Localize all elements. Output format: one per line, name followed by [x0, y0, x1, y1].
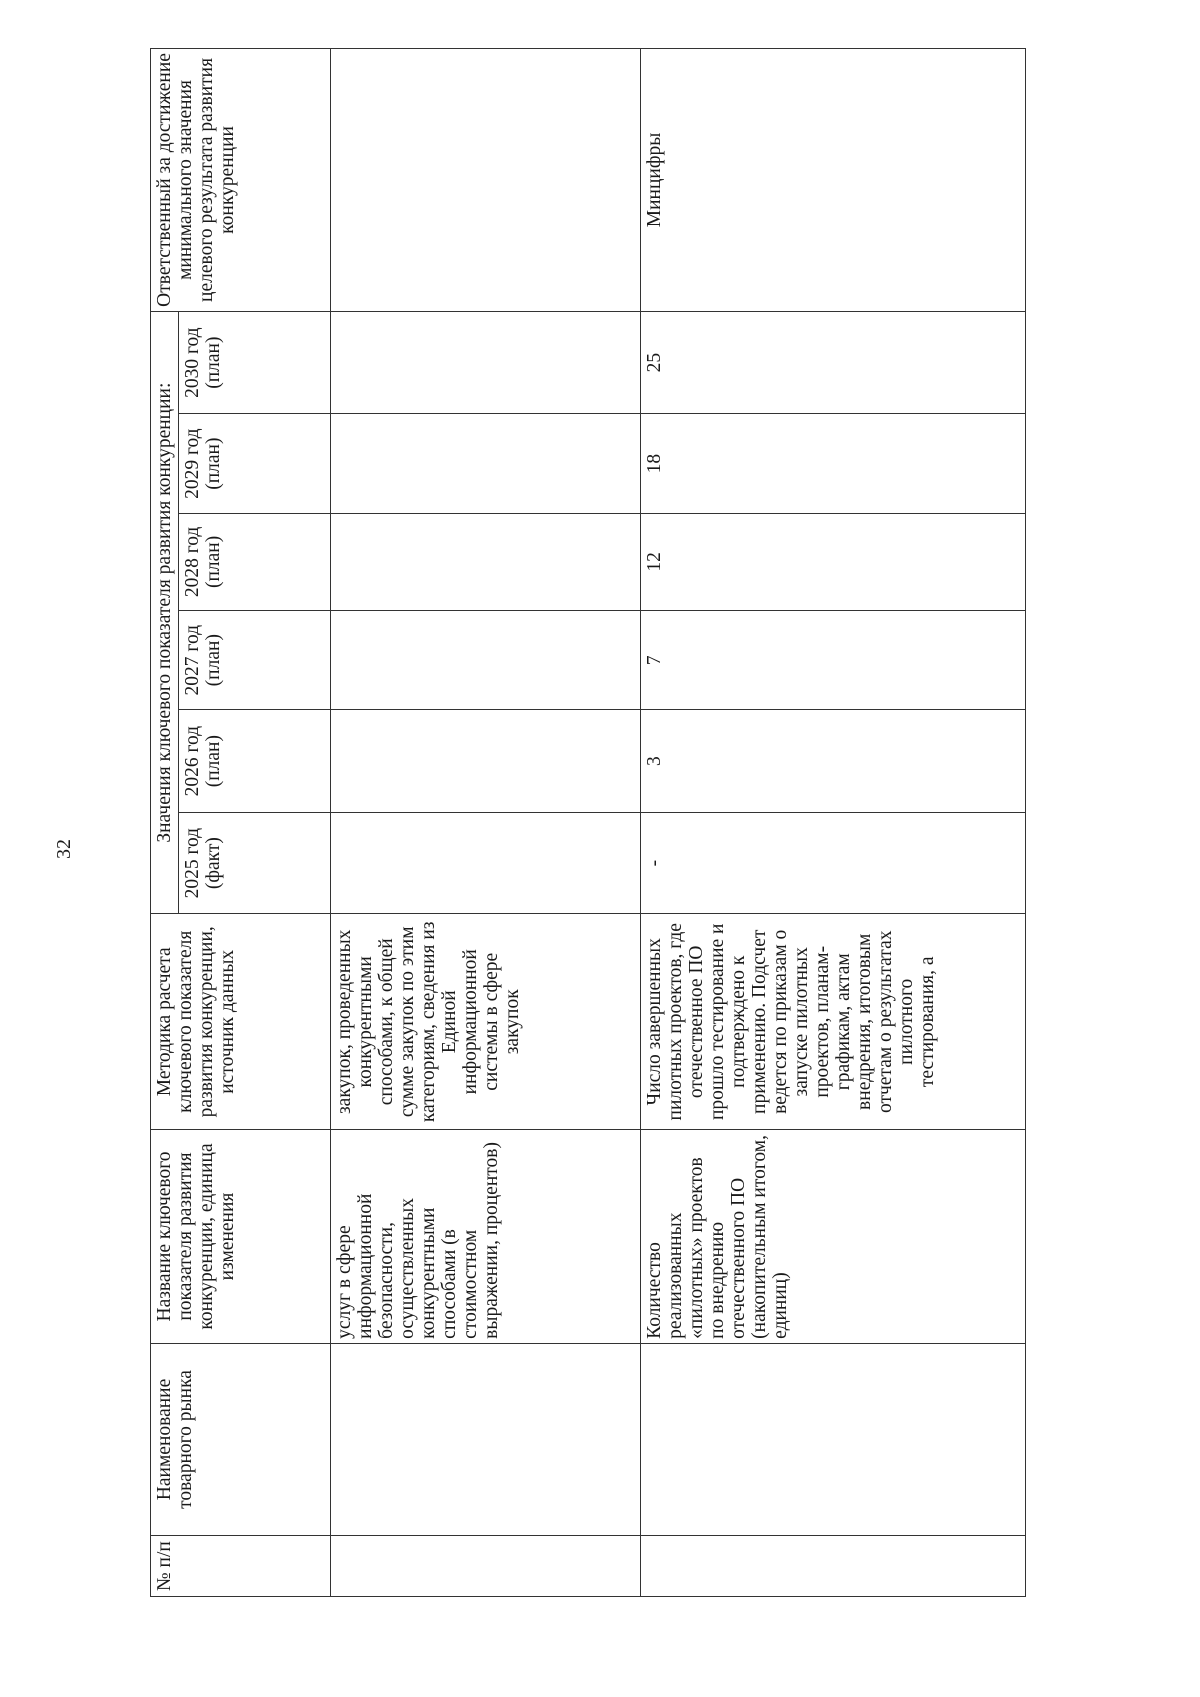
row-value-2028: [331, 513, 641, 610]
row-value-2025: [331, 812, 641, 913]
header-year-2028: 2028 год (план): [179, 513, 331, 610]
row-value-2027: [331, 611, 641, 710]
row-method: Число завершенных пилотных проектов, где отечественное ПО прошло тестирование и подтверждено к применению. Подсчет ведется по приказам о запуске пилотных проектов, планам-графикам, актам внедрения, итоговым отчетам о результатах пилотного тестирования, а: [641, 914, 1026, 1130]
row-responsible: [331, 49, 641, 312]
row-value-2025: -: [641, 812, 1026, 913]
competition-indicators-table: [150, 48, 1026, 1597]
row-value-2026: [331, 710, 641, 813]
header-year-2027: 2027 год (план): [179, 611, 331, 710]
header-values-group: Значения ключевого показателя развития конкуренции:: [151, 311, 179, 914]
page-number: 32: [53, 839, 75, 859]
row-indicator: услуг в сфере информационной безопасности, осуществленных конкурентными способами (в стоимостном выражении, процентов): [331, 1130, 641, 1344]
row-value-2029: 18: [641, 414, 1026, 513]
header-indicator: Название ключевого показателя развития конкуренции, единица изменения: [151, 1130, 331, 1344]
row-value-2027: 7: [641, 611, 1026, 710]
header-num: № п/п: [151, 1536, 331, 1597]
header-responsible: Ответственный за достижение минимального значения целевого результата развития конкуренции: [151, 49, 331, 312]
row-value-2028: 12: [641, 513, 1026, 610]
header-year-2025: 2025 год (факт): [179, 812, 331, 913]
row-indicator: Количество реализованных «пилотных» проектов по внедрению отечественного ПО (накопительным итогом, единиц): [641, 1130, 1026, 1344]
row-market: [641, 1343, 1026, 1535]
row-market: [331, 1343, 641, 1535]
header-market: Наименование товарного рынка: [151, 1343, 331, 1535]
header-method: Методика расчета ключевого показателя развития конкуренции, источник данных: [151, 914, 331, 1130]
table-row: [331, 49, 641, 1597]
header-row-1: [151, 49, 179, 1597]
header-year-2029: 2029 год (план): [179, 414, 331, 513]
row-num: [331, 1536, 641, 1597]
table-row: [641, 49, 1026, 1597]
row-method: закупок, проведенных конкурентными способами, к общей сумме закупок по этим категориям, сведения из Единой информационной системы в сфере закупок: [331, 914, 641, 1130]
row-responsible: Минцифры: [641, 49, 1026, 312]
header-year-2026: 2026 год (план): [179, 710, 331, 813]
landscape-frame: [150, 48, 1025, 1597]
rotated-table-container: [150, 48, 1025, 1597]
row-num: [641, 1536, 1026, 1597]
row-value-2026: 3: [641, 710, 1026, 813]
row-value-2029: [331, 414, 641, 513]
header-year-2030: 2030 год (план): [179, 311, 331, 414]
row-value-2030: 25: [641, 311, 1026, 414]
row-value-2030: [331, 311, 641, 414]
